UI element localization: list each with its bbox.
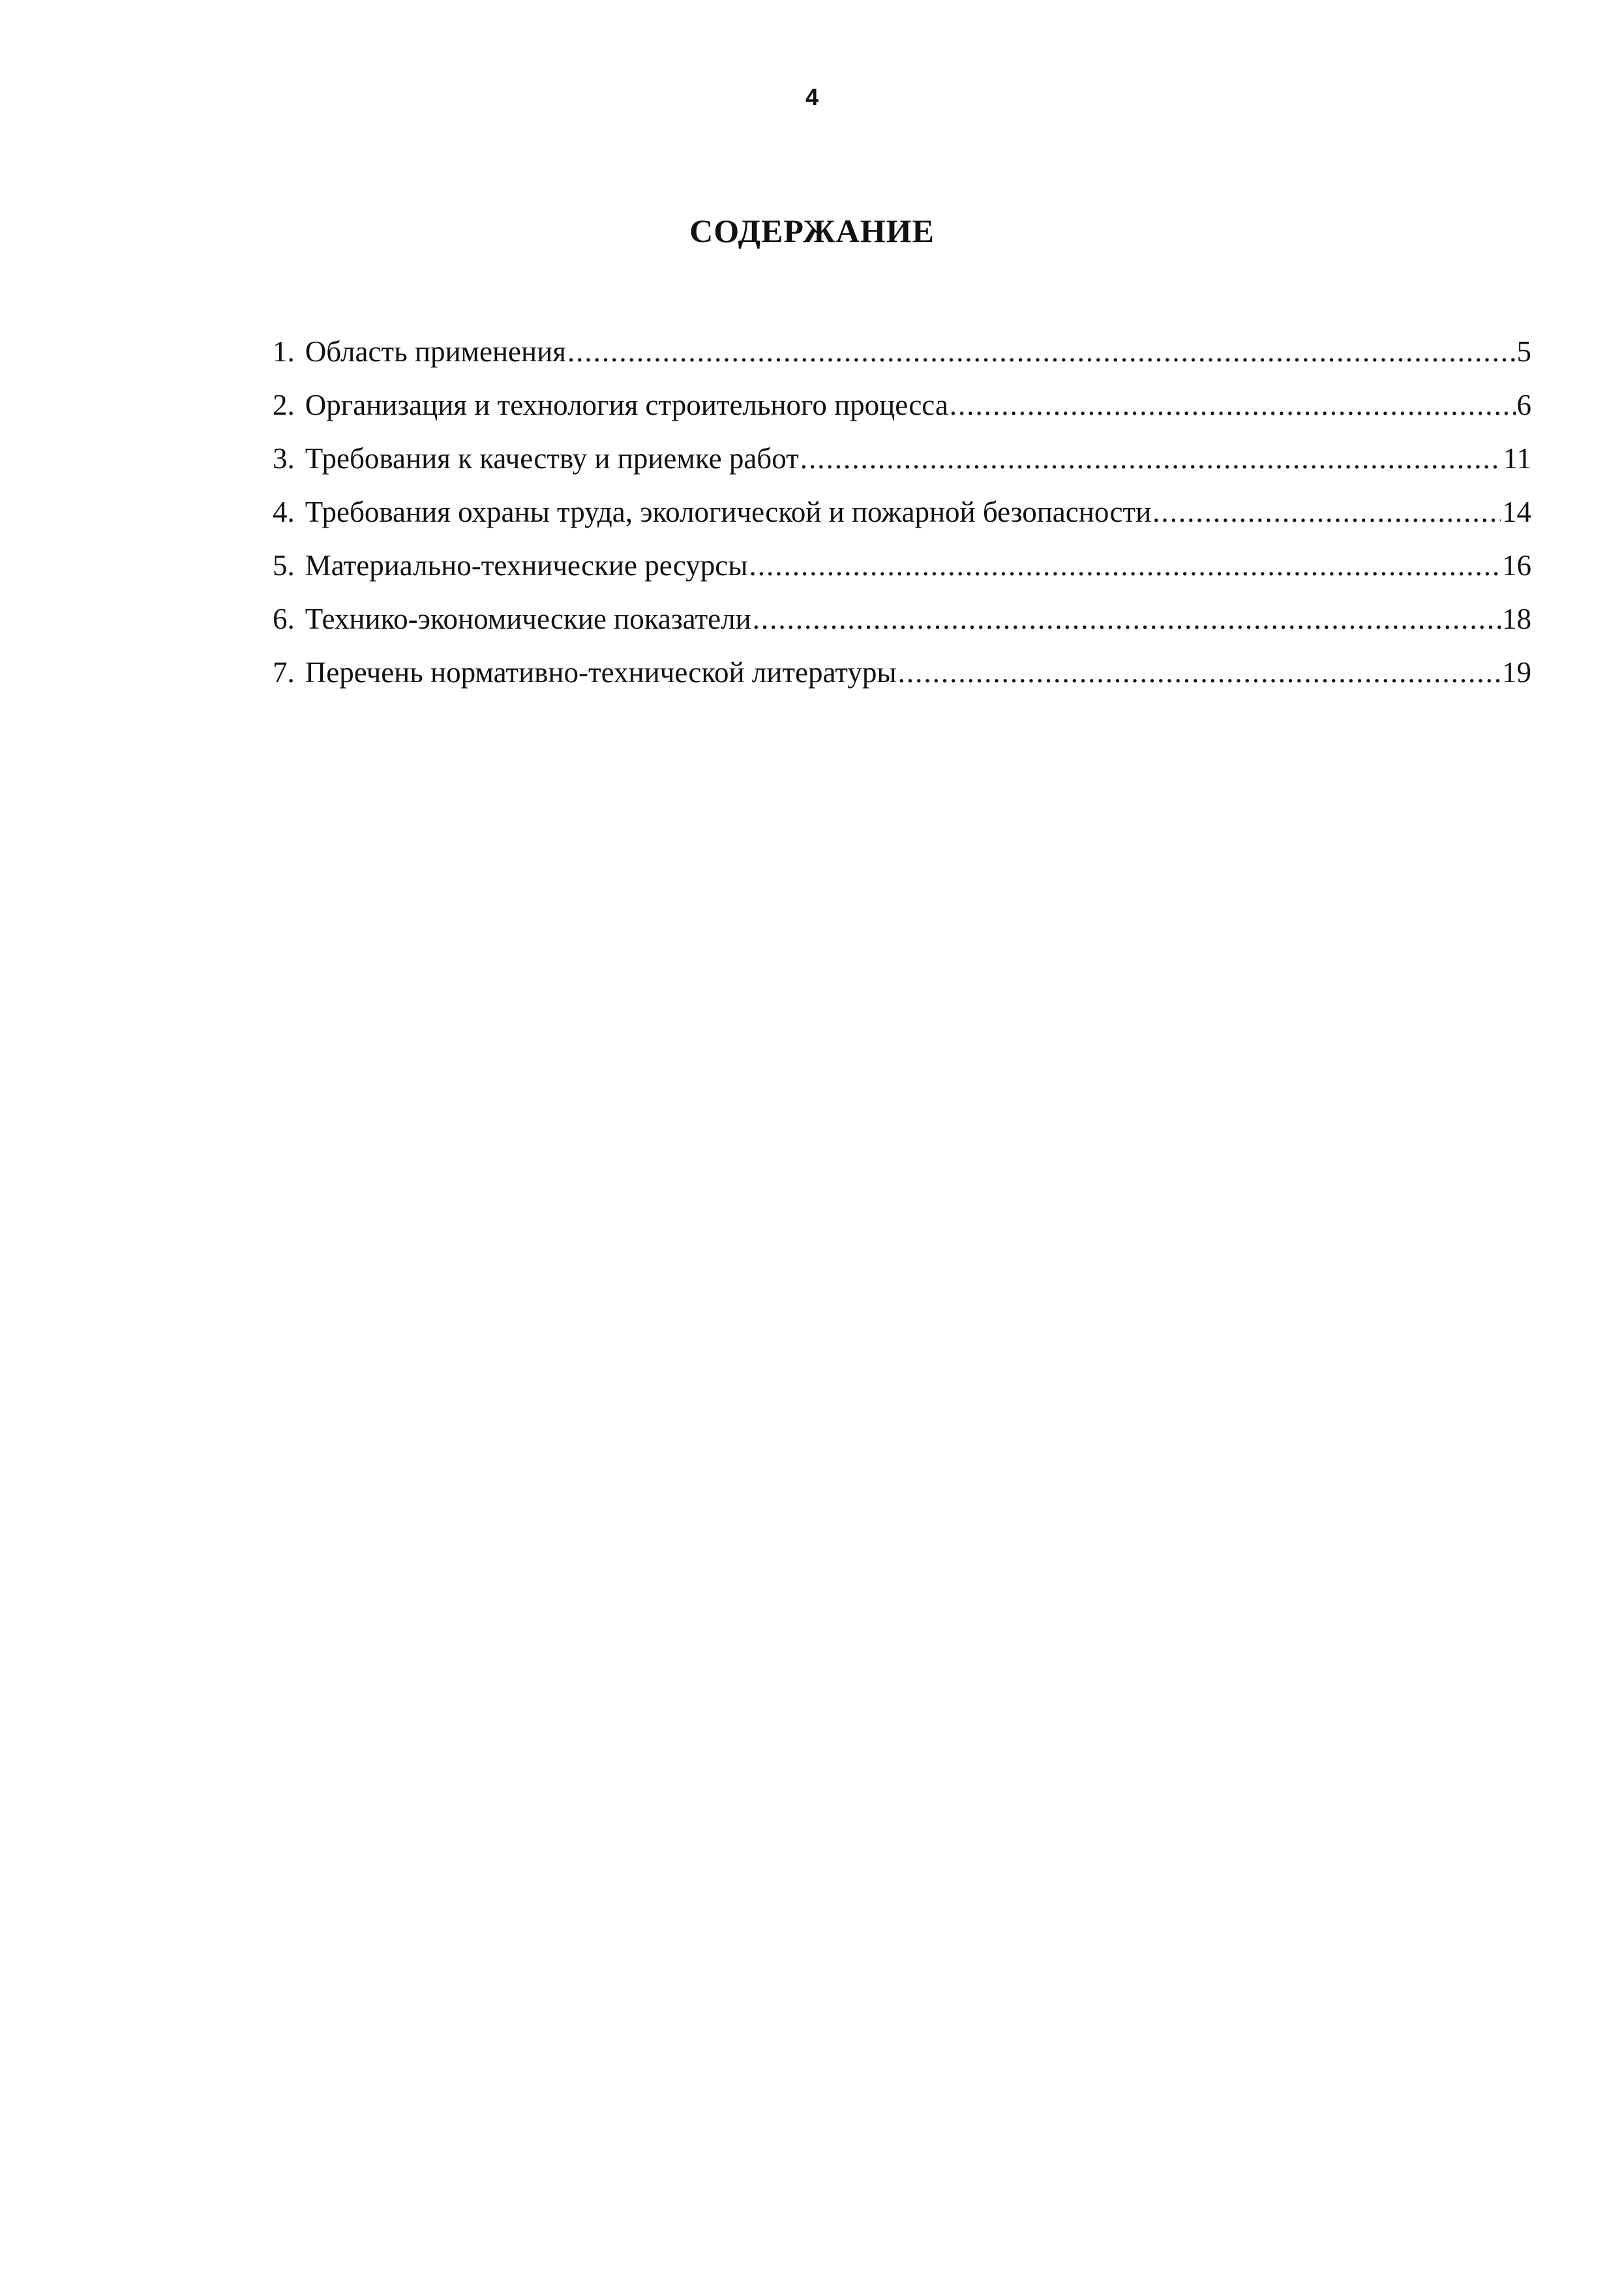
toc-entry-label: Материально-технические ресурсы	[305, 549, 748, 582]
toc-entry	[273, 432, 1531, 485]
toc-leader-dots	[567, 325, 1516, 378]
toc-entry	[273, 378, 1531, 432]
toc-leader-dots	[950, 378, 1516, 432]
toc-entry	[273, 646, 1531, 699]
toc-entry-number: 7.	[273, 656, 295, 689]
toc-title: СОДЕРЖАНИЕ	[689, 213, 935, 249]
toc-entry-number: 5.	[273, 549, 295, 582]
toc-entry-label: Технико-экономические показатели	[305, 603, 751, 635]
toc-entry-label: Область применения	[305, 335, 566, 368]
toc-entry-page: 18	[1502, 603, 1531, 635]
toc-leader-dots	[753, 592, 1501, 646]
page-number: 4	[805, 83, 819, 110]
toc-entry-page: 6	[1516, 389, 1531, 421]
toc-leader-dots	[898, 646, 1501, 699]
toc-entry-number: 2.	[273, 389, 295, 421]
toc-entry-page: 5	[1516, 335, 1531, 368]
toc-entry-number: 1.	[273, 335, 295, 368]
toc-entry-label: Перечень нормативно-технической литературы	[305, 656, 897, 689]
toc-entry-label: Требования к качеству и приемке работ	[305, 442, 799, 475]
toc-leader-dots	[1152, 485, 1501, 539]
toc-entry-label: Требования охраны труда, экологической и пожарной безопасности	[305, 496, 1152, 528]
toc-entry-number: 4.	[273, 496, 295, 528]
toc-entry	[273, 592, 1531, 646]
toc-entry-page: 14	[1502, 496, 1531, 528]
toc-entry-number: 3.	[273, 442, 295, 475]
toc-entry-page: 16	[1502, 549, 1531, 582]
toc-leader-dots	[749, 539, 1501, 592]
toc-entry	[273, 539, 1531, 592]
toc-entry	[273, 485, 1531, 539]
toc-entry-page: 11	[1503, 442, 1531, 475]
toc-entry-label: Организация и технология строительного процесса	[305, 389, 948, 421]
toc-leader-dots	[800, 432, 1502, 485]
table-of-contents	[273, 325, 1531, 699]
toc-entry	[273, 325, 1531, 378]
toc-entry-number: 6.	[273, 603, 295, 635]
toc-entry-page: 19	[1502, 656, 1531, 689]
